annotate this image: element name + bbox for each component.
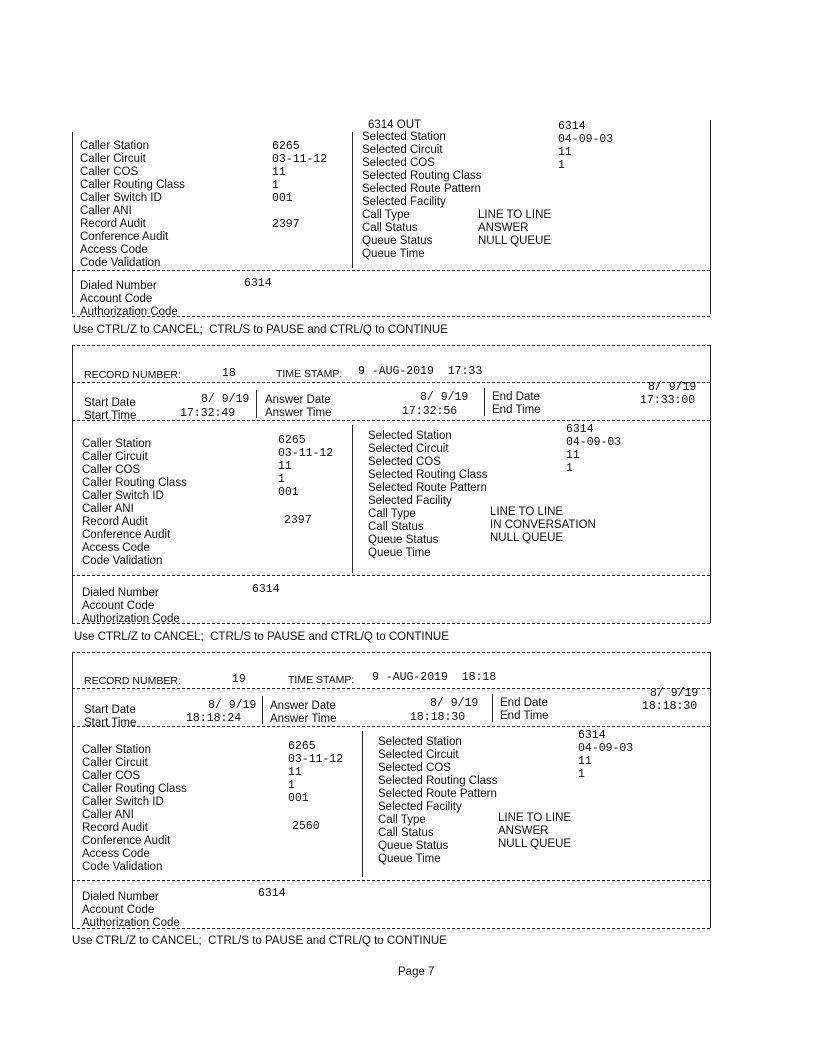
caller-label: Caller Circuit xyxy=(82,451,148,463)
selected-label: Call Status xyxy=(362,222,418,234)
caller-label: Access Code xyxy=(80,244,148,256)
selected-value: 11 xyxy=(578,755,592,768)
selected-label: Selected Route Pattern xyxy=(368,482,487,494)
selected-label: Selected COS xyxy=(362,157,435,169)
caller-value: 001 xyxy=(278,486,299,499)
end-date-value: 8/ 9/19 xyxy=(650,687,699,700)
caller-value: 2560 xyxy=(292,820,320,833)
selected-label: Queue Time xyxy=(368,547,431,559)
caller-label: Access Code xyxy=(82,542,150,554)
answer-date-value: 8/ 9/19 xyxy=(420,391,469,404)
dialed-number-value: 6314 xyxy=(244,277,272,290)
caller-label: Caller Circuit xyxy=(82,757,148,769)
caller-label: Code Validation xyxy=(82,861,163,873)
answer-date-label: Answer Date xyxy=(270,700,336,712)
start-time-label: Start Time xyxy=(84,717,137,729)
timestamp-value: 9 -AUG-2019 17:33 xyxy=(358,365,483,378)
selected-label: Selected Facility xyxy=(378,801,462,813)
right-border xyxy=(710,345,711,623)
dialed-number-label: Dialed Number xyxy=(82,891,159,903)
caller-value: 03-11-12 xyxy=(288,753,344,766)
selected-label: Selected Routing Class xyxy=(362,170,482,182)
end-time-value: 18:18:30 xyxy=(642,700,698,713)
selected-value: 04-09-03 xyxy=(558,133,614,146)
start-time-label: Start Time xyxy=(84,410,137,422)
selected-value: 04-09-03 xyxy=(578,742,634,755)
caller-label: Caller Circuit xyxy=(80,153,146,165)
selected-label: Selected COS xyxy=(378,762,451,774)
divider xyxy=(72,345,710,346)
account-code-label: Account Code xyxy=(82,904,155,916)
page-number: Page 7 xyxy=(398,966,435,978)
authorization-code-label: Authorization Code xyxy=(82,613,180,625)
selected-label: Selected Circuit xyxy=(362,144,443,156)
timestamp-label: TIME STAMP: xyxy=(276,368,343,380)
right-border xyxy=(710,652,711,928)
column-divider xyxy=(256,390,257,418)
caller-label: Caller Routing Class xyxy=(82,477,187,489)
selected-label: Call Type xyxy=(368,508,416,520)
end-time-value: 17:33:00 xyxy=(640,394,696,407)
caller-label: Access Code xyxy=(82,848,150,860)
divider xyxy=(72,688,710,689)
timestamp-value: 9 -AUG-2019 18:18 xyxy=(372,671,497,684)
caller-label: Caller Routing Class xyxy=(82,783,187,795)
start-time-value: 18:18:24 xyxy=(186,712,242,725)
selected-label: Selected Routing Class xyxy=(368,469,488,481)
caller-value: 1 xyxy=(288,779,295,792)
selected-label: Selected Route Pattern xyxy=(378,788,497,800)
caller-label: Caller COS xyxy=(80,166,139,178)
selected-label: Call Status xyxy=(368,521,424,533)
caller-value: 001 xyxy=(288,792,309,805)
divider xyxy=(72,726,710,727)
caller-value: 2397 xyxy=(284,514,312,527)
selected-value: 11 xyxy=(566,449,580,462)
selected-label: Selected Facility xyxy=(362,196,446,208)
caller-value: 03-11-12 xyxy=(272,153,328,166)
column-divider xyxy=(362,731,363,877)
authorization-code-label: Authorization Code xyxy=(80,306,178,318)
authorization-code-label: Authorization Code xyxy=(82,917,180,929)
selected-value: NULL QUEUE xyxy=(498,838,572,850)
selected-label: Queue Status xyxy=(378,840,449,852)
divider xyxy=(72,928,710,929)
caller-value: 11 xyxy=(272,166,286,179)
caller-value: 6265 xyxy=(278,434,306,447)
caller-label: Caller COS xyxy=(82,770,141,782)
caller-label: Record Audit xyxy=(82,516,148,528)
column-divider xyxy=(262,696,263,724)
answer-time-label: Answer Time xyxy=(265,407,332,419)
account-code-label: Account Code xyxy=(82,600,155,612)
left-border xyxy=(72,345,73,623)
answer-date-value: 8/ 9/19 xyxy=(430,697,479,710)
end-date-label: End Date xyxy=(492,391,540,403)
dialed-number-label: Dialed Number xyxy=(80,280,157,292)
end-date-label: End Date xyxy=(500,697,548,709)
caller-label: Caller Switch ID xyxy=(82,490,164,502)
caller-value: 6265 xyxy=(288,740,316,753)
column-divider xyxy=(352,425,353,573)
selected-value: ANSWER xyxy=(498,825,549,837)
caller-label: Conference Audit xyxy=(82,529,171,541)
selected-value: IN CONVERSATION xyxy=(490,519,596,531)
caller-label: Caller ANI xyxy=(82,809,134,821)
left-border xyxy=(72,652,73,928)
caller-label: Caller Switch ID xyxy=(82,796,164,808)
divider xyxy=(72,652,710,653)
caller-value: 11 xyxy=(288,766,302,779)
selected-label: Selected COS xyxy=(368,456,441,468)
start-date-label: Start Date xyxy=(84,397,136,409)
caller-label: Record Audit xyxy=(80,218,146,230)
selected-label: Call Status xyxy=(378,827,434,839)
selected-label: Selected Circuit xyxy=(368,443,449,455)
selected-value: ANSWER xyxy=(478,222,529,234)
selected-value: 11 xyxy=(558,146,572,159)
selected-value: 04-09-03 xyxy=(566,436,622,449)
selected-label: Call Type xyxy=(362,209,410,221)
selected-value: NULL QUEUE xyxy=(478,235,552,247)
control-instructions: Use CTRL/Z to CANCEL; CTRL/S to PAUSE and CTRL/Q to CONTINUE xyxy=(73,324,448,336)
selected-label: Selected Route Pattern xyxy=(362,183,481,195)
answer-time-value: 18:18:30 xyxy=(410,711,466,724)
dialed-number-value: 6314 xyxy=(252,583,280,596)
caller-label: Caller Station xyxy=(82,438,152,450)
column-divider xyxy=(352,218,353,268)
caller-label: Record Audit xyxy=(82,822,148,834)
caller-label: Caller ANI xyxy=(82,503,134,515)
caller-value: 6265 xyxy=(272,140,300,153)
selected-value: LINE TO LINE xyxy=(478,209,552,221)
end-date-value: 8/ 9/19 xyxy=(648,381,697,394)
selected-value: 1 xyxy=(558,159,565,172)
divider xyxy=(72,575,710,576)
record-number-label: RECORD NUMBER: xyxy=(84,675,181,687)
divider xyxy=(72,382,710,383)
record-number-label: RECORD NUMBER: xyxy=(84,369,181,381)
right-border xyxy=(710,120,711,218)
end-time-label: End Time xyxy=(500,710,549,722)
start-time-value: 17:32:49 xyxy=(180,407,236,420)
out-label: 6314 OUT xyxy=(368,119,422,131)
caller-label: Caller COS xyxy=(82,464,141,476)
selected-value: 6314 xyxy=(578,729,606,742)
selected-label: Selected Circuit xyxy=(378,749,459,761)
right-border xyxy=(710,218,711,314)
selected-value: LINE TO LINE xyxy=(498,812,572,824)
caller-value: 2397 xyxy=(272,218,300,231)
selected-label: Queue Status xyxy=(368,534,439,546)
timestamp-label: TIME STAMP: xyxy=(288,674,355,686)
selected-label: Selected Station xyxy=(368,430,452,442)
selected-value: LINE TO LINE xyxy=(490,506,564,518)
divider xyxy=(72,270,710,271)
divider xyxy=(72,316,710,317)
answer-time-label: Answer Time xyxy=(270,713,337,725)
answer-date-label: Answer Date xyxy=(265,394,331,406)
selected-label: Queue Status xyxy=(362,235,433,247)
selected-label: Selected Station xyxy=(378,736,462,748)
caller-value: 03-11-12 xyxy=(278,447,334,460)
selected-label: Selected Station xyxy=(362,131,446,143)
record-number-value: 19 xyxy=(232,673,246,686)
record-number-value: 18 xyxy=(222,367,236,380)
selected-value: 1 xyxy=(566,462,573,475)
selected-value: 1 xyxy=(578,768,585,781)
divider xyxy=(72,880,710,881)
column-divider xyxy=(492,694,493,722)
selected-label: Selected Facility xyxy=(368,495,452,507)
selected-label: Queue Time xyxy=(378,853,441,865)
left-border xyxy=(72,218,73,314)
selected-label: Call Type xyxy=(378,814,426,826)
control-instructions: Use CTRL/Z to CANCEL; CTRL/S to PAUSE and CTRL/Q to CONTINUE xyxy=(72,935,447,947)
divider xyxy=(72,623,710,624)
selected-label: Selected Routing Class xyxy=(378,775,498,787)
divider xyxy=(72,420,710,421)
caller-label: Caller Station xyxy=(80,140,150,152)
end-time-label: End Time xyxy=(492,404,541,416)
caller-label: Conference Audit xyxy=(80,231,169,243)
caller-label: Code Validation xyxy=(82,555,163,567)
start-date-label: Start Date xyxy=(84,704,136,716)
start-date-value: 8/ 9/19 xyxy=(201,393,250,406)
dialed-number-value: 6314 xyxy=(258,887,286,900)
selected-label: Queue Time xyxy=(362,248,425,260)
caller-label: Caller Station xyxy=(82,744,152,756)
caller-label: Caller Switch ID xyxy=(80,192,162,204)
caller-value: 11 xyxy=(278,460,292,473)
start-date-value: 8/ 9/19 xyxy=(208,699,257,712)
control-instructions: Use CTRL/Z to CANCEL; CTRL/S to PAUSE and CTRL/Q to CONTINUE xyxy=(74,631,449,643)
selected-value: 6314 xyxy=(566,423,594,436)
caller-label: Caller ANI xyxy=(80,205,132,217)
column-divider xyxy=(352,132,353,218)
dialed-number-label: Dialed Number xyxy=(82,587,159,599)
account-code-label: Account Code xyxy=(80,293,153,305)
caller-label: Code Validation xyxy=(80,257,161,269)
selected-value: NULL QUEUE xyxy=(490,532,564,544)
selected-value: 6314 xyxy=(558,120,586,133)
caller-label: Conference Audit xyxy=(82,835,171,847)
caller-value: 1 xyxy=(278,473,285,486)
answer-time-value: 17:32:56 xyxy=(402,405,458,418)
caller-value: 001 xyxy=(272,192,293,205)
caller-value: 1 xyxy=(272,179,279,192)
caller-label: Caller Routing Class xyxy=(80,179,185,191)
column-divider xyxy=(484,388,485,416)
left-border xyxy=(72,132,73,218)
